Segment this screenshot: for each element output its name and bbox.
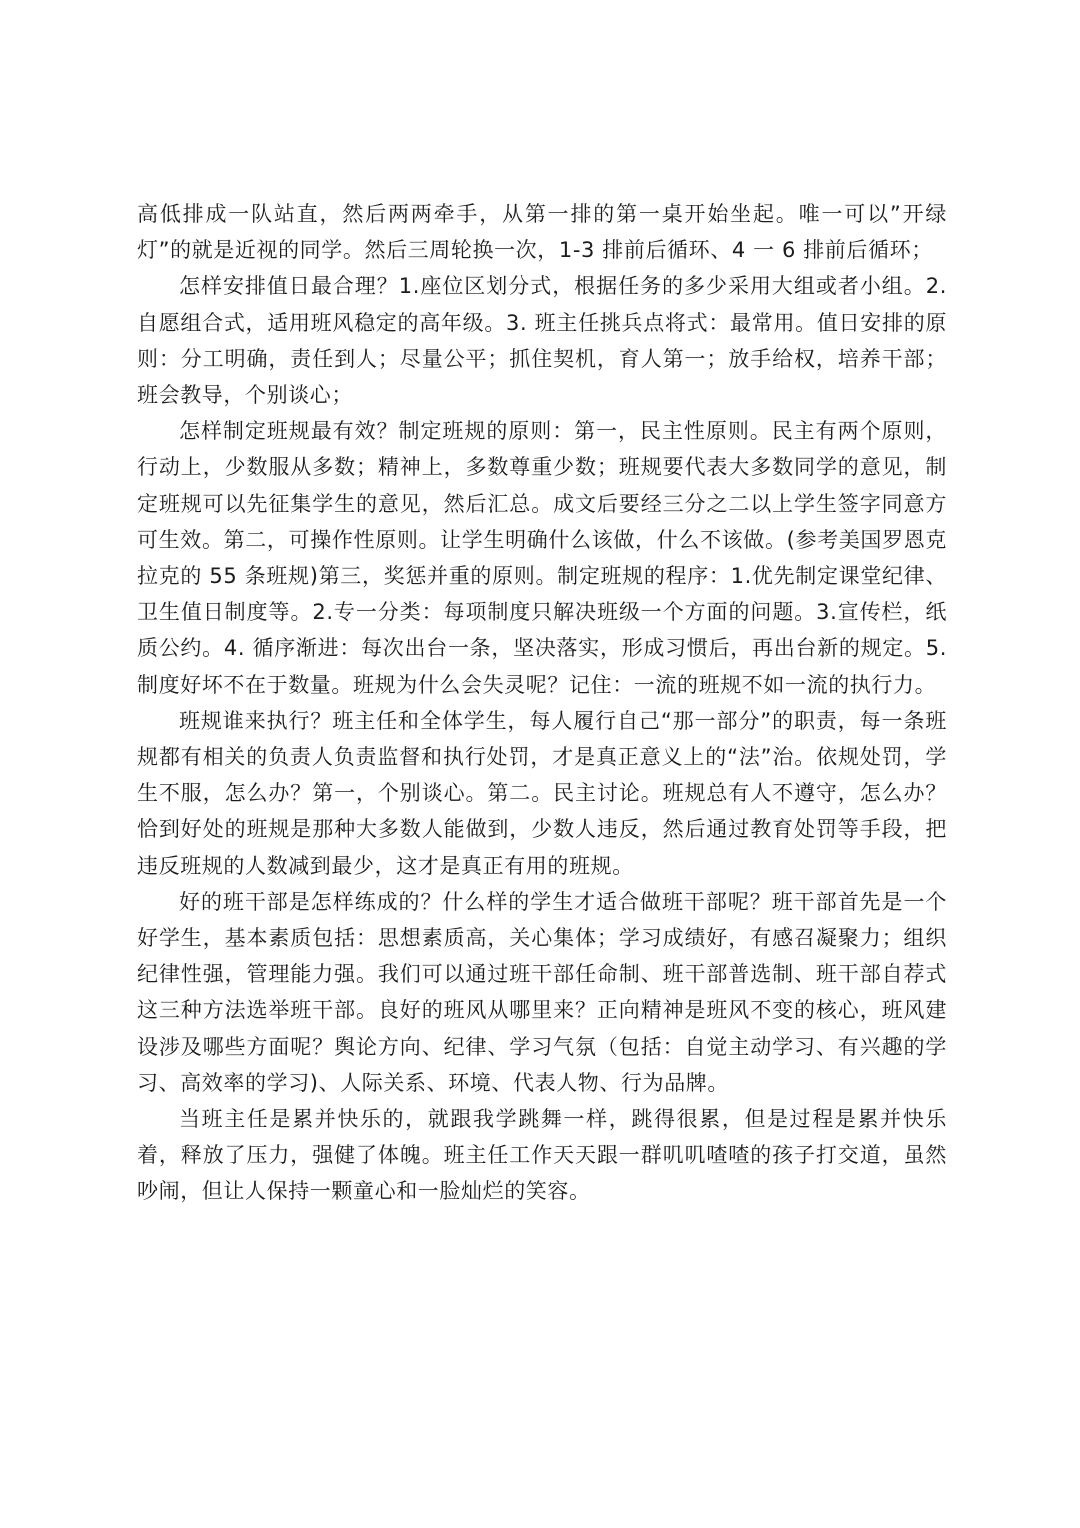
paragraph-seating-continued: 高低排成一队站直，然后两两牵手，从第一排的第一桌开始坐起。唯一可以”开绿灯”的就是近视的同学。然后三周轮换一次，1-3 排前后循环、4 一 6 排前后循环；	[137, 202, 947, 263]
paragraph-rule-enforcement: 班规谁来执行？班主任和全体学生，每人履行自己“那一部分”的职责，每一条班规都有相关的负责人负责监督和执行处罚，才是真正意义上的“法”治。依规处罚，学生不服，怎么办？第一，个别谈心。第二。民主讨论。班规总有人不遵守，怎么办？恰到好处的班规是那种大多数人能做到，少数人违反，然后通过教育处罚等手段，把违反班规的人数减到最少，这才是真正有用的班规。	[137, 708, 947, 878]
paragraph-class-leaders: 好的班干部是怎样练成的？什么样的学生才适合做班干部呢？班干部首先是一个好学生，基本素质包括：思想素质高，关心集体；学习成绩好，有感召凝聚力；组织纪律性强，管理能力强。我们可以通过班干部任命制、班干部普选制、班干部自荐式这三种方法选举班干部。良好的班风从哪里来？正向精神是班风不变的核心，班风建设涉及哪些方面呢？舆论方向、纪律、学习气氛（包括：自觉主动学习、有兴趣的学习、高效率的学习)、人际关系、环境、代表人物、行为品牌。	[137, 889, 947, 1095]
document-body	[137, 196, 947, 1210]
paragraph-teacher-joy: 当班主任是累并快乐的，就跟我学跳舞一样，跳得很累，但是过程是累并快乐着，释放了压力，强健了体魄。班主任工作天天跟一群叽叽喳喳的孩子打交道，虽然吵闹，但让人保持一颗童心和一脸灿烂的笑容。	[137, 1107, 947, 1204]
paragraph-class-rules: 怎样制定班规最有效？制定班规的原则：第一，民主性原则。民主有两个原则，行动上，少数服从多数；精神上，多数尊重少数；班规要代表大多数同学的意见，制定班规可以先征集学生的意见，然后汇总。成文后要经三分之二以上学生签字同意方可生效。第二，可操作性原则。让学生明确什么该做，什么不该做。(参考美国罗恩克拉克的 55 条班规)第三，奖惩并重的原则。制定班规的程序：1.优先制定课堂纪律、卫生值日制度等。2.专一分类：每项制度只解决班级一个方面的问题。3.宣传栏，纸质公约。4. 循序渐进：每次出台一条，坚决落实，形成习惯后，再出台新的规定。5.制度好坏不在于数量。班规为什么会失灵呢？记住：一流的班规不如一流的执行力。	[137, 419, 947, 697]
paragraph-duty-arrangement: 怎样安排值日最合理？1.座位区划分式，根据任务的多少采用大组或者小组。2. 自愿组合式，适用班风稳定的高年级。3. 班主任挑兵点将式：最常用。值日安排的原则：分工明确，责任到人；尽量公平；抓住契机，育人第一；放手给权，培养干部；班会教导，个别谈心；	[137, 274, 947, 408]
